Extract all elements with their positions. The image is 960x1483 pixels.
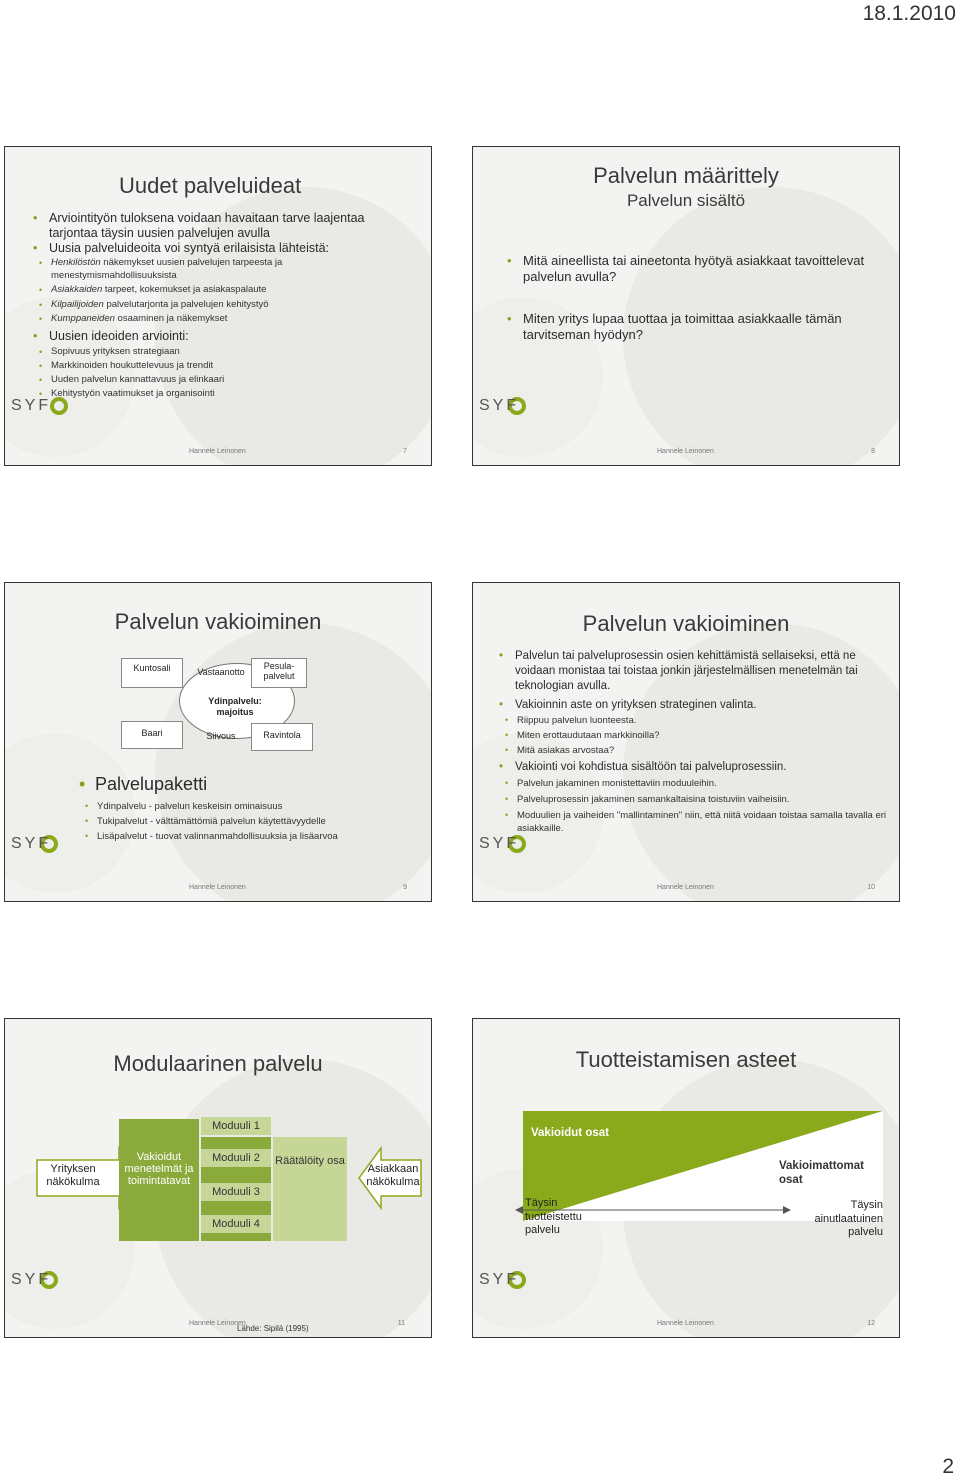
sub-item: • Mitä asiakas arvostaa? [499, 743, 889, 758]
syf-logo [9, 835, 81, 887]
module-2: Moduuli 2 [201, 1149, 271, 1167]
source-em: Kumppaneiden [51, 313, 115, 324]
slide-number: 12 [867, 1320, 875, 1327]
slide-title: Palvelun vakioiminen [114, 609, 322, 634]
source-text: osaaminen ja näkemykset [114, 313, 228, 324]
logo-text: SYF [11, 1271, 52, 1288]
logo-text: SYF [479, 1271, 520, 1288]
package-item: • Lisäpalvelut - tuovat valinnanmahdollisuuksia ja lisäarvoa [79, 829, 419, 844]
logo-text: SYF [11, 397, 52, 414]
source-text: tarpeet, kokemukset ja asiakaspalaute [102, 284, 267, 295]
bullet-item: • Uusien ideoiden arviointi: [33, 329, 408, 344]
slide-number: 9 [403, 884, 407, 891]
fully-productized-label: Täysin tuotteistettu palvelu [525, 1197, 582, 1236]
bullet-item: • Miten yritys lupaa tuottaa ja toimittaa asiakkaalle tämän tarvitseman hyödyn? [507, 311, 887, 343]
source-item [33, 257, 408, 282]
module-1: Moduuli 1 [201, 1117, 271, 1135]
slide-number: 11 [397, 1320, 405, 1327]
sub-item: • Palveluprosessin jakaminen samankaltaisina toistuviin vaiheisiin. [499, 793, 889, 806]
bullet-item: • Vakioinnin aste on yrityksen strateginen valinta. [499, 698, 889, 713]
logo-text: SYF [479, 397, 520, 414]
standard-methods-box: Vakioidut menetelmät ja toimintatavat [119, 1119, 199, 1241]
sub-item: • Miten erottaudutaan markkinoilla? [499, 728, 889, 743]
slide-12 [472, 1018, 900, 1338]
customer-view-label: Asiakkaan näkökulma [366, 1163, 420, 1188]
syf-logo [477, 835, 549, 887]
sub-item: • Riippuu palvelun luonteesta. [499, 713, 889, 728]
source-item [33, 299, 408, 312]
bullet-item: • Vakiointi voi kohdistua sisältöön tai palveluprosessiin. [499, 760, 889, 775]
box-siivous: Siivous [206, 731, 236, 741]
slide-subtitle: Palvelun sisältö [626, 191, 746, 210]
source-em: Kilpailijoiden [51, 298, 104, 310]
source-note: Lähde: Sipilä (1995) [237, 1324, 309, 1333]
slide-author: Hannele Leinonen [657, 884, 714, 891]
source-em: Henkilöstön [51, 257, 101, 268]
syf-logo [9, 397, 81, 449]
bullet-item: • Palvelun tai palveluprosessin osien kehittämistä sellaiseksi, että ne voidaan monistaa tai toistaa jonkin järjestelmällisen menetelmän tai teknologian avulla. [499, 649, 889, 694]
module-3: Moduuli 3 [201, 1183, 271, 1201]
eval-item: • Uuden palvelun kannattavuus ja elinkaari [33, 373, 408, 387]
slide-author: Hannele Leinonen [657, 448, 714, 455]
bullet-item: • Uusia palveluideoita voi syntyä erilaisista lähteistä: [33, 241, 408, 256]
tailored-part-box: Räätälöity osa [273, 1137, 347, 1241]
box-pesula: Pesula-palvelut [251, 658, 307, 688]
package-item: • Tukipalvelut - välttämättömiä palvelun käytettävyydelle [79, 814, 419, 829]
eval-item: • Markkinoiden houkuttelevuus ja trendit [33, 359, 408, 373]
non-standard-parts-label: Vakioimattomat osat [779, 1160, 864, 1186]
slide-author: Hannele Leinonen [657, 1320, 714, 1327]
source-item [33, 284, 408, 297]
fully-unique-label: Täysin ainutlaatuinen palvelu [814, 1199, 883, 1238]
source-text: näkemykset uusien palvelujen tarpeesta ja menestymismahdollisuuksista [51, 257, 283, 281]
bullet-item: • Palvelupaketti [79, 773, 419, 795]
box-baari: Baari [121, 721, 183, 749]
syf-logo [477, 397, 549, 449]
slide-number: 10 [867, 884, 875, 891]
eval-item: • Sopivuus yrityksen strategiaan [33, 345, 408, 359]
slide-title: Tuotteistamisen asteet [575, 1047, 797, 1072]
box-ravintola: Ravintola [251, 723, 313, 751]
source-em: Asiakkaiden [51, 284, 103, 295]
standard-parts-label: Vakioidut osat [531, 1127, 609, 1139]
service-package-diagram [5, 583, 432, 783]
sub-item: • Palvelun jakaminen monistettaviin moduuleihin. [499, 777, 889, 790]
box-kuntosali: Kuntosali [121, 658, 183, 688]
company-view-label: Yrityksen näkökulma [46, 1163, 100, 1188]
bullet-item: • Arviointityön tuloksena voidaan havaitaan tarve laajentaa tarjontaa täysin uusien palvelujen avulla [33, 211, 408, 241]
slide-number: 7 [403, 448, 407, 455]
slide-11 [4, 1018, 432, 1338]
slide-author: Hannele Leinonen [189, 1320, 246, 1327]
slide-number: 8 [871, 448, 875, 455]
slide-author: Hannele Leinonen [189, 448, 246, 455]
logo-text: SYF [11, 835, 52, 852]
slide-author: Hannele Leinonen [189, 884, 246, 891]
sub-item: • Moduulien ja vaiheiden "mallintaminen" niin, että niitä voidaan toistaa samalla tavalla eri asiakkaille. [499, 809, 889, 835]
source-item [33, 313, 408, 326]
bullet-item: • Mitä aineellista tai aineetonta hyötyä asiakkaat tavoittelevat palvelun avulla? [507, 253, 887, 285]
slide-title: Modulaarinen palvelu [113, 1051, 323, 1076]
slide-title: Palvelun vakioiminen [582, 611, 790, 636]
package-item: • Ydinpalvelu - palvelun keskeisin ominaisuus [79, 799, 419, 814]
syf-logo [9, 1271, 81, 1323]
slide-7 [4, 146, 432, 466]
box-vastaanotto: Vastaanotto [197, 667, 245, 677]
syf-logo [477, 1271, 549, 1323]
source-text: palvelutarjonta ja palvelujen kehitystyö [103, 298, 269, 310]
slide-title: Palvelun määrittely [593, 163, 779, 188]
slide-8 [472, 146, 900, 466]
page-number: 2 [942, 1455, 954, 1478]
eval-item: • Kehitystyön vaatimukset ja organisointi [33, 387, 408, 401]
slide-title: Uudet palveluideat [119, 173, 302, 198]
slide-10 [472, 582, 900, 902]
document-date: 18.1.2010 [862, 2, 956, 25]
slide-9 [4, 582, 432, 902]
module-4: Moduuli 4 [201, 1215, 271, 1233]
logo-text: SYF [479, 835, 520, 852]
core-service-label: Ydinpalvelu: majoitus [208, 696, 262, 717]
